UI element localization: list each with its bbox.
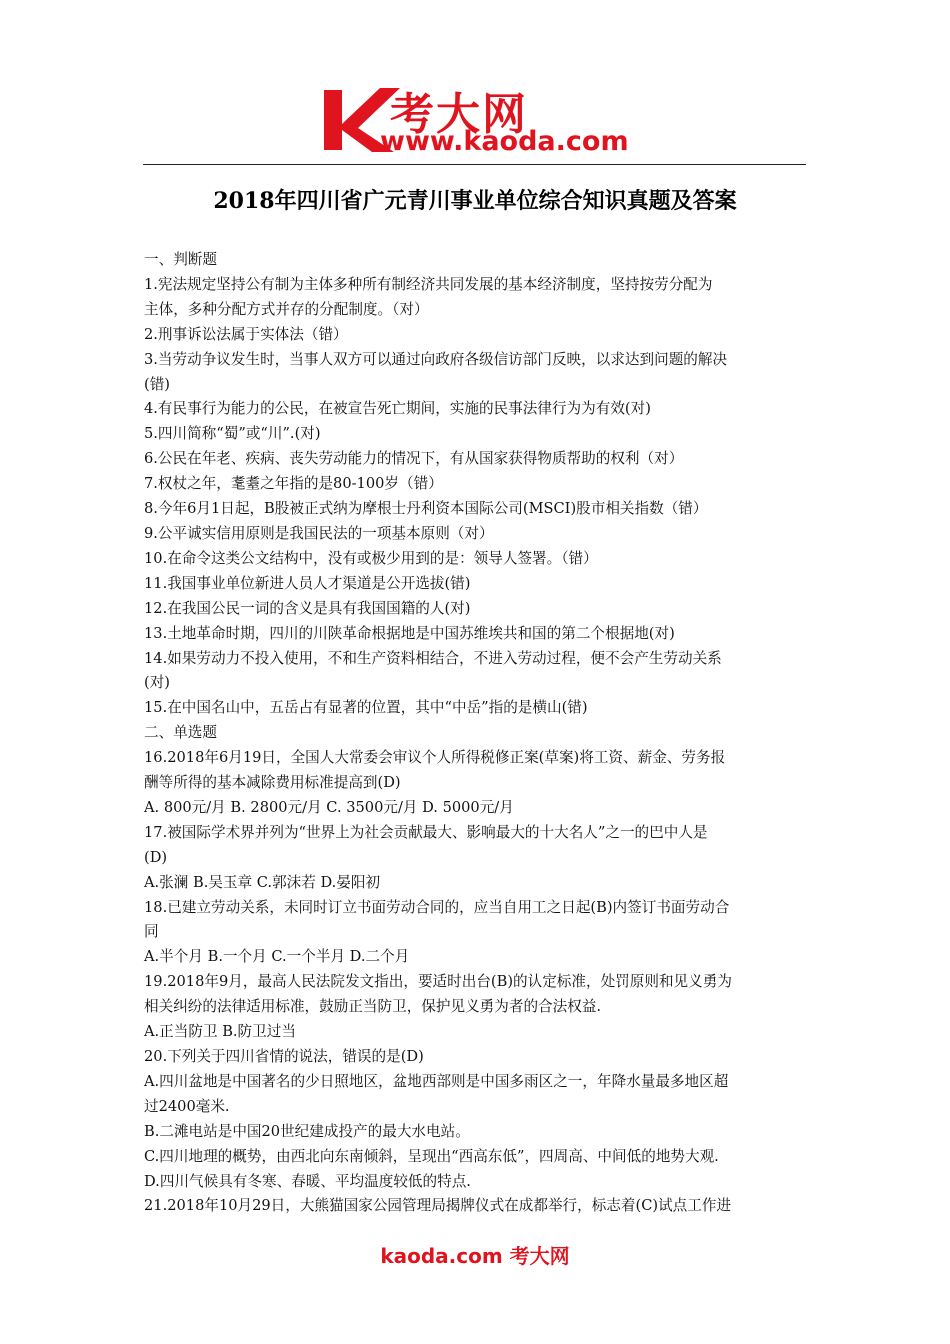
text-line: 4.有民事行为能力的公民，在被宣告死亡期间，实施的民事法律行为为有效(对) [144, 400, 651, 418]
text-line: A.四川盆地是中国著名的少日照地区，盆地西部则是中国多雨区之一，年降水量最多地区超 [144, 1072, 729, 1090]
text-line: 2.刑事诉讼法属于实体法（错） [144, 325, 348, 343]
text-line: B.二滩电站是中国20世纪建成投产的最大水电站。 [144, 1122, 470, 1140]
header-divider [143, 164, 806, 165]
text-line: 16.2018年6月19日，全国人大常委会审议个人所得税修正案(草案)将工资、薪金、劳务报 [144, 749, 726, 767]
text-line: 主体，多种分配方式并存的分配制度。（对） [144, 300, 429, 318]
text-line: 5.四川简称“蜀”或“川”.(对) [144, 425, 321, 443]
text-line: 11.我国事业单位新进人员人才渠道是公开选拔(错) [144, 574, 471, 592]
text-line: (错) [144, 375, 170, 393]
document-title: 2018年四川省广元青川事业单位综合知识真题及答案 [213, 188, 737, 214]
text-line: 12.在我国公民一词的含义是具有我国国籍的人(对) [144, 599, 471, 617]
text-line: 二、单选题 [144, 724, 217, 742]
text-line: A.正当防卫 B.防卫过当 [144, 1023, 296, 1041]
text-line: 10.在命令这类公文结构中，没有或极少用到的是：领导人签署。（错） [144, 549, 598, 567]
text-line: 14.如果劳动力不投入使用，不和生产资料相结合，不进入劳动过程，便不会产生劳动关系 [144, 649, 722, 667]
text-line: D.四川气候具有冬寒、春暖、平均温度较低的特点. [144, 1172, 471, 1190]
text-line: A.半个月 B.一个月 C.一个半月 D.二个月 [144, 948, 410, 966]
text-line: 15.在中国名山中，五岳占有显著的位置，其中“中岳”指的是横山(错) [144, 699, 588, 717]
text-line: 7.权杖之年，耄耋之年指的是80-100岁（错） [144, 475, 443, 493]
text-line: (D) [144, 848, 168, 866]
text-line: 相关纠纷的法律适用标准，鼓励正当防卫，保护见义勇为者的合法权益. [144, 998, 602, 1016]
text-line: 21.2018年10月29日，大熊猫国家公园管理局揭牌仪式在成都举行，标志着(C)试点工作进 [144, 1197, 732, 1215]
text-line: 20.下列关于四川省情的说法，错误的是(D) [144, 1048, 424, 1065]
text-line: 6.公民在年老、疾病、丧失劳动能力的情况下，有从国家获得物质帮助的权利（对） [144, 450, 684, 468]
text-line: 1.宪法规定坚持公有制为主体多种所有制经济共同发展的基本经济制度，坚持按劳分配为 [144, 275, 713, 293]
text-line: 9.公平诚实信用原则是我国民法的一项基本原则（对） [144, 524, 494, 542]
text-line: 18.已建立劳动关系，未同时订立书面劳动合同的，应当自用工之日起(B)内签订书面劳动合 [144, 898, 730, 916]
text-line: 3.当劳动争议发生时，当事人双方可以通过向政府各级信访部门反映，以求达到问题的解决 [144, 350, 728, 368]
text-line: C.四川地理的概势，由西北向东南倾斜，呈现出“西高东低”，四周高、中间低的地势大观. [144, 1147, 719, 1165]
logo-brand-text: 考大网 [390, 89, 528, 140]
kaoda-logo[interactable] [320, 84, 640, 160]
text-line: A.张澜 B.吴玉章 C.郭沫若 D.晏阳初 [144, 873, 381, 891]
text-line: 19.2018年9月，最高人民法院发文指出，要适时出台(B)的认定标准，处罚原则和见义勇为 [144, 973, 732, 991]
text-line: 8.今年6月1日起，B股被正式纳为摩根士丹利资本国际公司(MSCI)股市相关指数（错） [144, 500, 708, 518]
logo-url-text: www.kaoda.com [380, 126, 629, 157]
text-line: A. 800元/月 B. 2800元/月 C. 3500元/月 D. 5000元/月 [144, 798, 514, 816]
text-line: (对) [144, 674, 170, 692]
text-line: 同 [144, 923, 159, 941]
document-body [144, 248, 808, 1219]
footer-link[interactable]: kaoda.com 考大网 [380, 1244, 570, 1268]
text-line: 13.土地革命时期，四川的川陕革命根据地是中国苏维埃共和国的第二个根据地(对) [144, 624, 675, 642]
text-line: 过2400毫米. [144, 1097, 230, 1115]
text-line: 一、判断题 [144, 251, 217, 268]
text-line: 酬等所得的基本减除费用标准提高到(D) [144, 774, 401, 792]
text-line: 17.被国际学术界并列为“世界上为社会贡献最大、影响最大的十大名人”之一的巴中人是 [144, 823, 708, 841]
